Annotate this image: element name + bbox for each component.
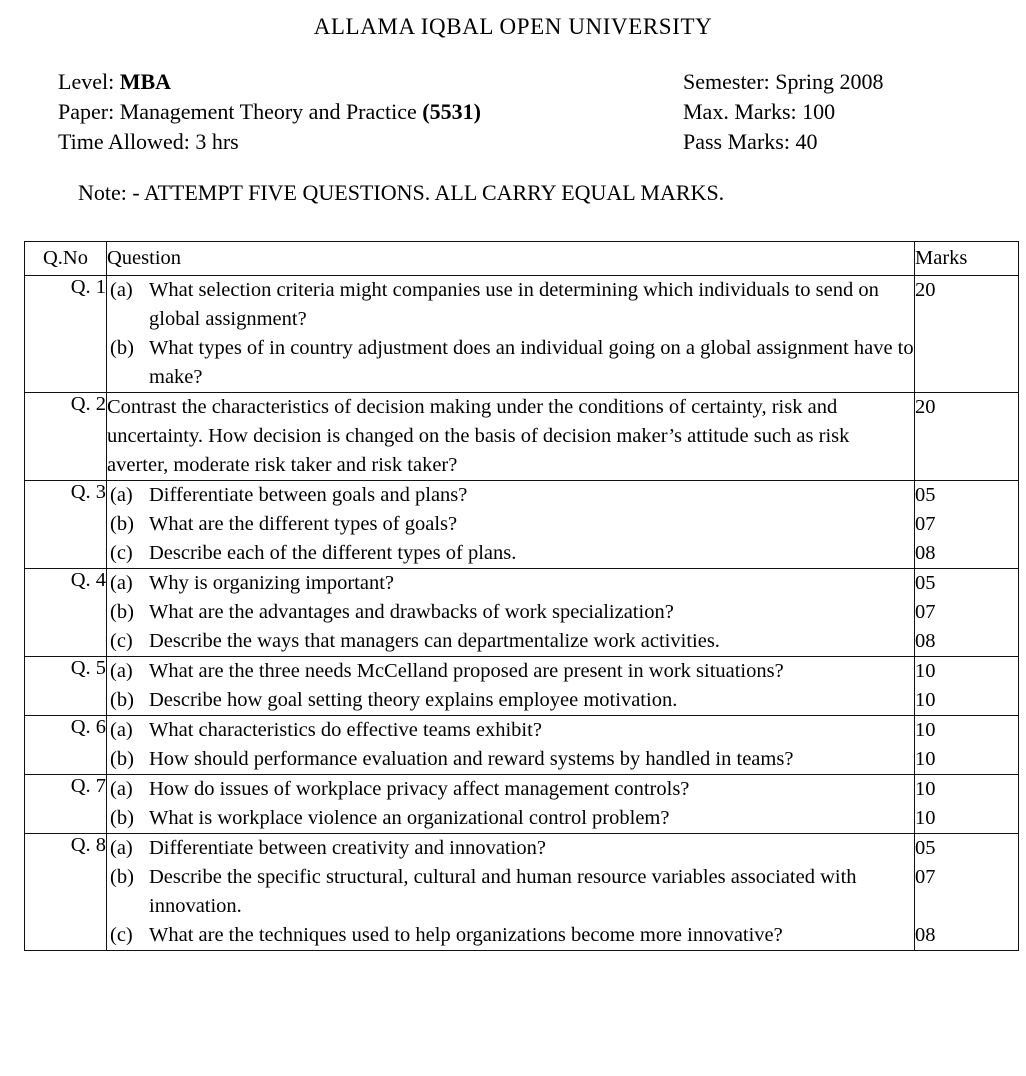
question-part bbox=[107, 598, 914, 627]
question-part-label: (b) bbox=[110, 807, 134, 829]
question-part-text: What are the three needs McCelland proposed are present in work situations? bbox=[149, 660, 784, 682]
question-part-text: How should performance evaluation and reward systems by handled in teams? bbox=[149, 748, 794, 770]
question-part-label: (b) bbox=[110, 689, 134, 711]
metadata-row-time bbox=[58, 127, 1026, 157]
marks-value: 08 bbox=[915, 542, 936, 564]
question-part-text: What is workplace violence an organizational control problem? bbox=[149, 807, 670, 829]
marks-cell bbox=[915, 657, 1019, 716]
marks-value: 10 bbox=[915, 719, 936, 741]
question-part-text: Differentiate between goals and plans? bbox=[149, 484, 468, 506]
question-text-cell bbox=[107, 716, 915, 775]
marks-value: 10 bbox=[915, 778, 936, 800]
question-text-cell bbox=[107, 657, 915, 716]
marks-cell bbox=[915, 834, 1019, 951]
instructions-note: Note: - ATTEMPT FIVE QUESTIONS. ALL CARRY EQUAL MARKS. bbox=[78, 180, 725, 206]
question-part bbox=[107, 745, 914, 774]
question-part bbox=[107, 569, 914, 598]
question-part bbox=[107, 627, 914, 656]
marks-cell bbox=[915, 775, 1019, 834]
question-part-label: (b) bbox=[110, 866, 134, 888]
question-part-text: Describe the specific structural, cultural and human resource variables associated with innovation. bbox=[149, 866, 857, 917]
marks-cell bbox=[915, 276, 1019, 393]
column-header-question: Question bbox=[107, 242, 915, 276]
exam-metadata bbox=[0, 67, 1026, 157]
time-allowed-field bbox=[58, 127, 683, 157]
question-part-label: (b) bbox=[110, 513, 134, 535]
semester-field bbox=[683, 67, 1026, 97]
marks-value: 10 bbox=[915, 689, 936, 711]
question-part bbox=[107, 804, 914, 833]
question-number-cell: Q. 5 bbox=[25, 657, 107, 716]
question-part-text: Contrast the characteristics of decision making under the conditions of certainty, risk and uncertainty. How decision is changed on the basis of decision maker’s attitude such as risk averter, moderate risk taker and risk taker? bbox=[107, 396, 850, 476]
question-part-text: Differentiate between creativity and innovation? bbox=[149, 837, 546, 859]
marks-value: 08 bbox=[915, 630, 936, 652]
question-part-label: (c) bbox=[110, 630, 133, 652]
question-number-cell: Q. 3 bbox=[25, 481, 107, 569]
question-number-cell: Q. 8 bbox=[25, 834, 107, 951]
question-part-label: (a) bbox=[110, 837, 133, 859]
question-text-cell bbox=[107, 276, 915, 393]
question-part-label: (b) bbox=[110, 748, 134, 770]
question-part-text: What characteristics do effective teams exhibit? bbox=[149, 719, 542, 741]
question-part-text: Describe how goal setting theory explains employee motivation. bbox=[149, 689, 678, 711]
question-number-cell: Q. 2 bbox=[25, 393, 107, 481]
question-number-cell: Q. 4 bbox=[25, 569, 107, 657]
question-part-label: (a) bbox=[110, 778, 133, 800]
table-body bbox=[25, 276, 1019, 951]
question-number-cell: Q. 7 bbox=[25, 775, 107, 834]
question-text-cell bbox=[107, 775, 915, 834]
marks-value: 05 bbox=[915, 484, 936, 506]
time-allowed-value: 3 hrs bbox=[195, 129, 239, 155]
question-part-text: What are the different types of goals? bbox=[149, 513, 458, 535]
question-part bbox=[107, 510, 914, 539]
metadata-row-level bbox=[58, 67, 1026, 97]
pass-marks-field bbox=[683, 127, 1026, 157]
question-part bbox=[107, 657, 914, 686]
marks-value: 20 bbox=[915, 396, 936, 418]
question-text-cell bbox=[107, 393, 915, 481]
table-row bbox=[25, 775, 1019, 834]
marks-cell bbox=[915, 716, 1019, 775]
question-part-text: How do issues of workplace privacy affect management controls? bbox=[149, 778, 690, 800]
table-row bbox=[25, 657, 1019, 716]
question-part-text: What types of in country adjustment does an individual going on a global assignment have to make? bbox=[149, 337, 914, 388]
question-part bbox=[107, 921, 914, 950]
marks-value: 08 bbox=[915, 924, 936, 946]
marks-cell bbox=[915, 393, 1019, 481]
question-part bbox=[107, 686, 914, 715]
marks-value: 05 bbox=[915, 572, 936, 594]
marks-value: 10 bbox=[915, 807, 936, 829]
table-header-row bbox=[25, 242, 1019, 276]
question-part-label: (a) bbox=[110, 279, 133, 301]
marks-cell bbox=[915, 569, 1019, 657]
semester-label: Semester: bbox=[683, 69, 770, 95]
max-marks-label: Max. Marks: bbox=[683, 99, 797, 125]
table-row bbox=[25, 481, 1019, 569]
pass-marks-label: Pass Marks: bbox=[683, 129, 790, 155]
table-row bbox=[25, 276, 1019, 393]
question-part-label: (c) bbox=[110, 924, 133, 946]
question-part-label: (a) bbox=[110, 719, 133, 741]
question-number-cell: Q. 6 bbox=[25, 716, 107, 775]
table-row bbox=[25, 393, 1019, 481]
level-label: Level: bbox=[58, 69, 115, 95]
level-value: MBA bbox=[119, 69, 172, 95]
question-part-label: (b) bbox=[110, 337, 134, 359]
question-part bbox=[107, 863, 914, 921]
question-part bbox=[107, 716, 914, 745]
question-text-cell bbox=[107, 481, 915, 569]
marks-value: 10 bbox=[915, 660, 936, 682]
time-allowed-label: Time Allowed: bbox=[58, 129, 190, 155]
column-header-qno: Q.No bbox=[25, 242, 107, 276]
table-row bbox=[25, 716, 1019, 775]
max-marks-value: 100 bbox=[802, 99, 836, 125]
pass-marks-value: 40 bbox=[795, 129, 818, 155]
paper-value: Management Theory and Practice bbox=[119, 99, 417, 125]
paper-code: (5531) bbox=[422, 99, 481, 125]
paper-field bbox=[58, 97, 683, 127]
marks-value: 07 bbox=[915, 601, 936, 623]
question-text-cell bbox=[107, 569, 915, 657]
question-part-text: Describe each of the different types of plans. bbox=[149, 542, 517, 564]
questions-table-wrapper bbox=[24, 241, 1018, 951]
questions-table bbox=[24, 241, 1019, 951]
question-number-cell: Q. 1 bbox=[25, 276, 107, 393]
question-part bbox=[107, 834, 914, 863]
question-part bbox=[107, 775, 914, 804]
question-part-text: What are the techniques used to help organizations become more innovative? bbox=[149, 924, 783, 946]
max-marks-field bbox=[683, 97, 1026, 127]
question-text-cell bbox=[107, 834, 915, 951]
semester-value: Spring 2008 bbox=[775, 69, 884, 95]
question-part-text: Describe the ways that managers can departmentalize work activities. bbox=[149, 630, 720, 652]
table-row bbox=[25, 569, 1019, 657]
marks-value: 05 bbox=[915, 837, 936, 859]
question-part-text: What selection criteria might companies use in determining which individuals to send on global assignment? bbox=[149, 279, 879, 330]
question-part-label: (a) bbox=[110, 484, 133, 506]
column-header-marks: Marks bbox=[915, 242, 1019, 276]
question-part bbox=[107, 276, 914, 334]
question-part-label: (b) bbox=[110, 601, 134, 623]
question-part-label: (a) bbox=[110, 660, 133, 682]
paper-label: Paper: bbox=[58, 99, 115, 125]
table-header bbox=[25, 242, 1019, 276]
question-part-label: (c) bbox=[110, 542, 133, 564]
question-part bbox=[107, 539, 914, 568]
question-part-text: Why is organizing important? bbox=[149, 572, 394, 594]
marks-value: 07 bbox=[915, 513, 936, 535]
marks-cell bbox=[915, 481, 1019, 569]
page-title: ALLAMA IQBAL OPEN UNIVERSITY bbox=[313, 14, 713, 39]
question-part bbox=[107, 481, 914, 510]
marks-value: 20 bbox=[915, 279, 936, 301]
question-part-label: (a) bbox=[110, 572, 133, 594]
level-field bbox=[58, 67, 683, 97]
table-row bbox=[25, 834, 1019, 951]
metadata-row-paper bbox=[58, 97, 1026, 127]
question-part bbox=[107, 334, 914, 392]
marks-value: 07 bbox=[915, 866, 936, 888]
marks-spacer bbox=[915, 892, 1018, 921]
marks-value: 10 bbox=[915, 748, 936, 770]
question-part-text: What are the advantages and drawbacks of work specialization? bbox=[149, 601, 674, 623]
